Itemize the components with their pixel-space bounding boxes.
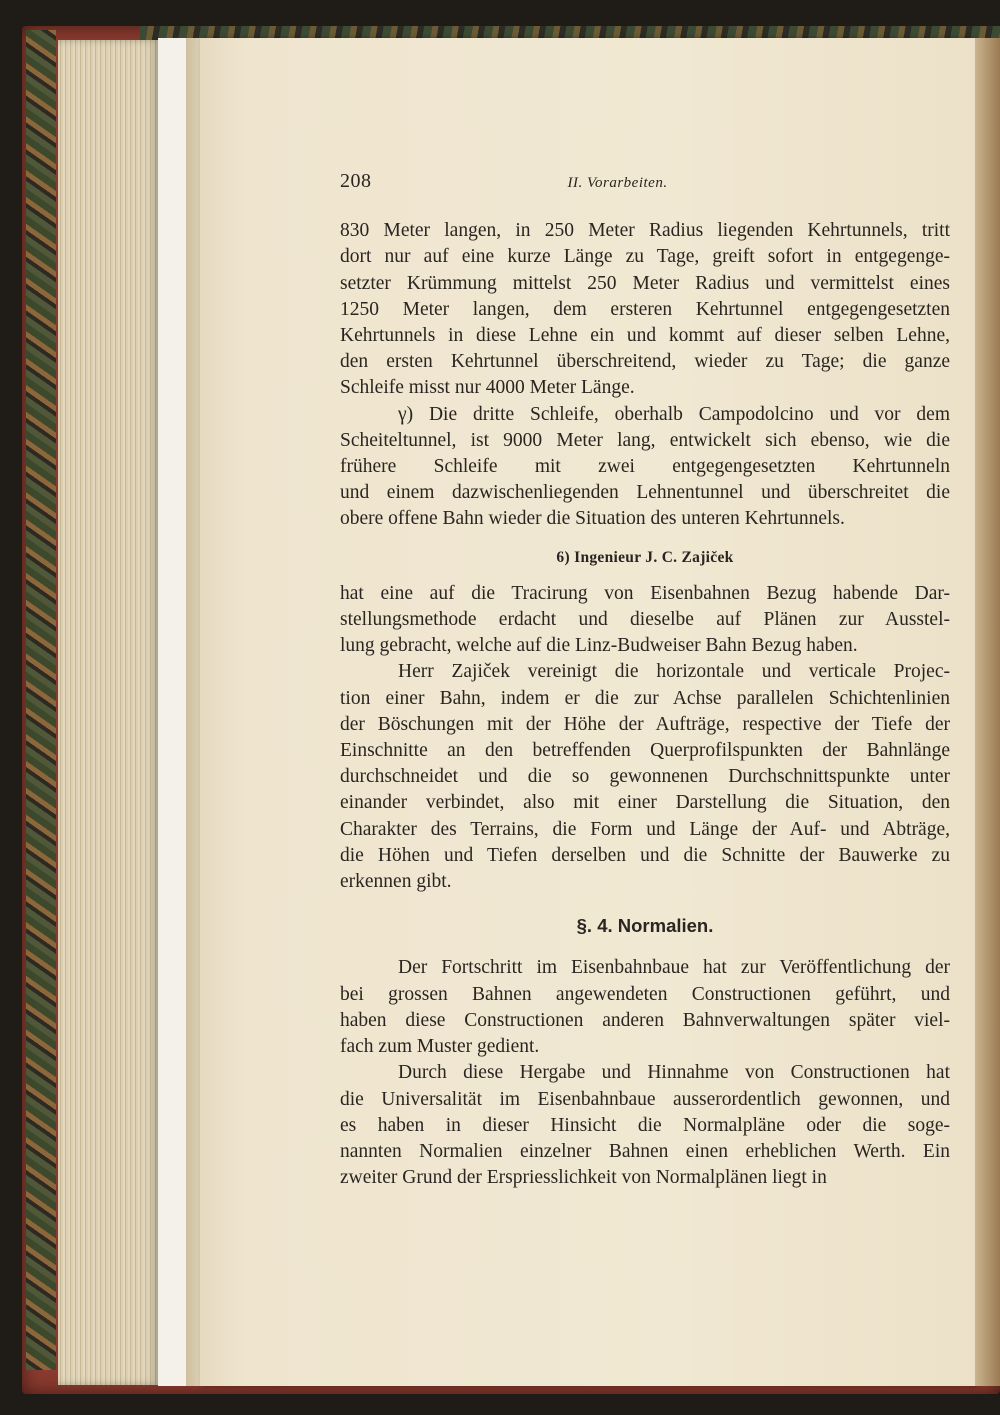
paragraph-block-1 xyxy=(340,218,950,532)
paragraph xyxy=(340,1060,950,1191)
text-line: hat eine auf die Tracirung von Eisenbahnen Bezug habende Dar- xyxy=(340,582,950,604)
text-line: stellungsmethode erdacht und dieselbe auf Plänen zur Ausstel- xyxy=(340,609,950,631)
text-line: Kehrtunnels in diese Lehne ein und kommt auf dieser selben Lehne, xyxy=(340,325,950,347)
running-head: II. Vorarbeiten. xyxy=(567,175,668,191)
page-text xyxy=(340,168,950,1191)
paragraph-block-2 xyxy=(340,581,950,895)
text-line: Schleife misst nur 4000 Meter Länge. xyxy=(340,377,635,399)
text-line: durchschneidet und die so gewonnenen Durchschnittspunkte unter xyxy=(340,766,950,788)
paragraph xyxy=(340,218,950,401)
text-line: Scheiteltunnel, ist 9000 Meter lang, entwickelt sich ebenso, wie die xyxy=(340,429,950,451)
text-line: es haben in dieser Hinsicht die Normalpläne oder die soge- xyxy=(340,1114,950,1136)
text-line: die Höhen und Tiefen derselben und die Schnitte der Bauwerke zu xyxy=(340,844,950,866)
page-header xyxy=(340,168,950,196)
text-line: die Universalität im Eisenbahnbaue ausserordentlich gewonnen, und xyxy=(340,1088,950,1110)
text-line: Charakter des Terrains, die Form und Länge der Auf- und Abträge, xyxy=(340,818,950,840)
text-line: 1250 Meter langen, dem ersteren Kehrtunnel entgegengesetzten xyxy=(340,298,950,320)
paragraph xyxy=(340,402,950,533)
text-line: nannten Normalien einzelner Bahnen einen erheblichen Werth. Ein xyxy=(340,1140,950,1162)
text-line: Durch diese Hergabe und Hinnahme von Constructionen hat xyxy=(398,1062,950,1084)
blank-leaf xyxy=(158,38,186,1386)
text-line: dort nur auf eine kurze Länge zu Tage, greift sofort in entgegenge- xyxy=(340,246,950,268)
text-line: setzter Krümmung mittelst 250 Meter Radius und vermittelst eines xyxy=(340,272,950,294)
text-line: 830 Meter langen, in 250 Meter Radius liegenden Kehrtunnels, tritt xyxy=(340,220,950,242)
page-edges xyxy=(58,40,158,1385)
text-line: zweiter Grund der Erspriesslichkeit von Normalplänen liegt in xyxy=(340,1167,827,1189)
text-line: der Böschungen mit der Höhe der Aufträge, respective der Tiefe der xyxy=(340,713,950,735)
text-line: γ) Die dritte Schleife, oberhalb Campodolcino und vor dem xyxy=(398,403,950,425)
subheading: 6) Ingenieur J. C. Zajiček xyxy=(556,548,734,566)
text-line: frühere Schleife mit zwei entgegengesetzten Kehrtunneln xyxy=(340,456,950,478)
marbled-board-edge xyxy=(26,30,56,1370)
page-number: 208 xyxy=(340,170,372,192)
text-line: Der Fortschritt im Eisenbahnbaue hat zur Veröffentlichung der xyxy=(398,957,950,979)
section-heading: §. 4. Normalien. xyxy=(576,915,714,937)
paragraph xyxy=(340,581,950,660)
text-line: lung gebracht, welche auf die Linz-Budweiser Bahn Bezug haben. xyxy=(340,635,858,657)
text-line: Herr Zajiček vereinigt die horizontale und verticale Projec- xyxy=(398,661,950,683)
text-line: Einschnitte an den betreffenden Querprofilspunkten der Bahnlänge xyxy=(340,740,950,762)
paragraph xyxy=(340,955,950,1060)
text-line: haben diese Constructionen anderen Bahnverwaltungen später viel- xyxy=(340,1009,950,1031)
right-page-edge xyxy=(975,38,1000,1386)
text-line: fach zum Muster gedient. xyxy=(340,1036,540,1058)
text-line: den ersten Kehrtunnel überschreitend, wieder zu Tage; die ganze xyxy=(340,351,950,373)
text-line: bei grossen Bahnen angewendeten Constructionen geführt, und xyxy=(340,983,950,1005)
text-line: einander verbindet, also mit einer Darstellung die Situation, den xyxy=(340,792,950,814)
text-line: und einem dazwischenliegenden Lehnentunnel und überschreitet die xyxy=(340,482,950,504)
text-line: tion einer Bahn, indem er die zur Achse parallelen Schichtenlinien xyxy=(340,687,950,709)
paragraph-block-3 xyxy=(340,955,950,1191)
paragraph xyxy=(340,659,950,895)
text-line: obere offene Bahn wieder die Situation des unteren Kehrtunnels. xyxy=(340,508,845,530)
text-line: erkennen gibt. xyxy=(340,871,452,893)
